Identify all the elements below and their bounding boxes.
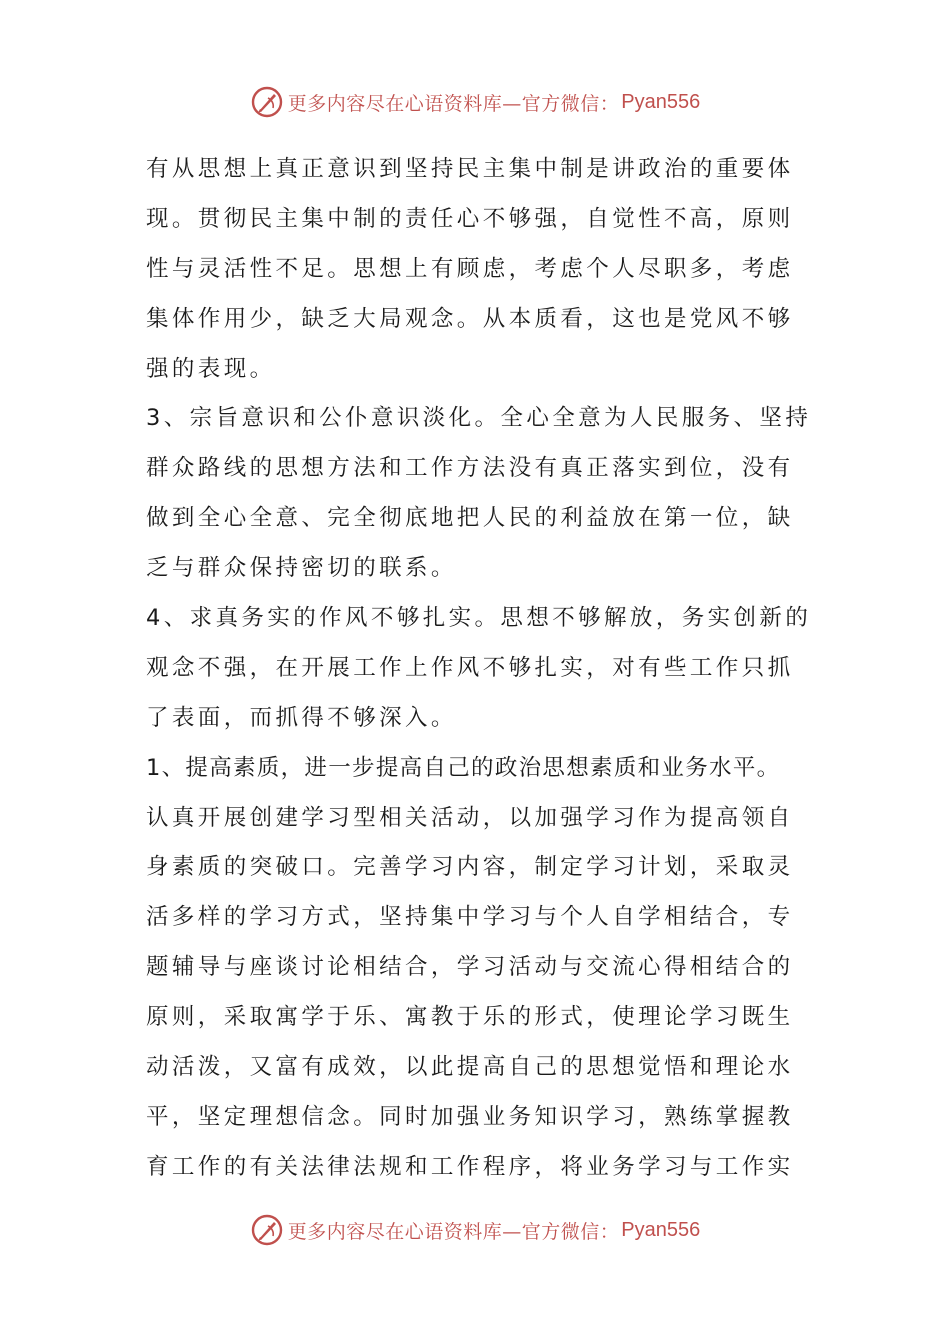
text-line: 认真开展创建学习型相关活动，以加强学习作为提高领自	[146, 804, 794, 831]
text-line: 原则，采取寓学于乐、寓教于乐的形式，使理论学习既生	[146, 1004, 794, 1031]
text-line: 有从思想上真正意识到坚持民主集中制是讲政治的重要体	[146, 156, 794, 182]
footer-watermark	[0, 1210, 950, 1250]
text-line: 性与灵活性不足。思想上有顾虑，考虑个人尽职多，考虑	[146, 255, 794, 282]
text-line: 平，坚定理想信念。同时加强业务知识学习，熟练掌握教	[146, 1103, 794, 1130]
quill-logo-icon	[250, 1213, 284, 1247]
footer-watermark-id: Pyan556	[621, 1218, 701, 1241]
footer-watermark-text: 更多内容尽在心语资料库—官方微信：	[287, 1220, 620, 1243]
quill-logo-icon	[250, 85, 284, 119]
text-line: 群众路线的思想方法和工作方法没有真正落实到位，没有	[146, 455, 794, 482]
text-line: 乏与群众保持密切的联系。	[146, 555, 457, 582]
text-line: 育工作的有关法律法规和工作程序，将业务学习与工作实	[146, 1153, 794, 1180]
text-line: 3、宗旨意识和公仆意识淡化。全心全意为人民服务、坚持	[146, 405, 812, 432]
header-watermark-text: 更多内容尽在心语资料库—官方微信：	[287, 92, 620, 115]
text-line: 了表面，而抓得不够深入。	[146, 704, 457, 731]
text-line: 1、提高素质，进一步提高自己的政治思想素质和业务水平。	[146, 754, 781, 781]
text-line: 4、求真务实的作风不够扎实。思想不够解放，务实创新的	[146, 605, 812, 632]
header-watermark-id: Pyan556	[621, 90, 701, 113]
text-line: 集体作用少，缺乏大局观念。从本质看，这也是党风不够	[146, 305, 794, 332]
text-line: 现。贯彻民主集中制的责任心不够强，自觉性不高，原则	[146, 205, 794, 232]
document-body	[146, 145, 821, 1193]
text-line: 动活泼，又富有成效，以此提高自己的思想觉悟和理论水	[146, 1054, 794, 1081]
text-line: 活多样的学习方式，坚持集中学习与个人自学相结合，专	[146, 904, 794, 931]
text-line: 强的表现。	[146, 355, 276, 382]
header-watermark	[0, 82, 950, 122]
text-line: 观念不强，在开展工作上作风不够扎实，对有些工作只抓	[146, 654, 794, 681]
text-line: 身素质的突破口。完善学习内容，制定学习计划，采取灵	[146, 854, 794, 881]
text-line: 题辅导与座谈讨论相结合，学习活动与交流心得相结合的	[146, 954, 794, 981]
text-line: 做到全心全意、完全彻底地把人民的利益放在第一位，缺	[146, 505, 794, 532]
